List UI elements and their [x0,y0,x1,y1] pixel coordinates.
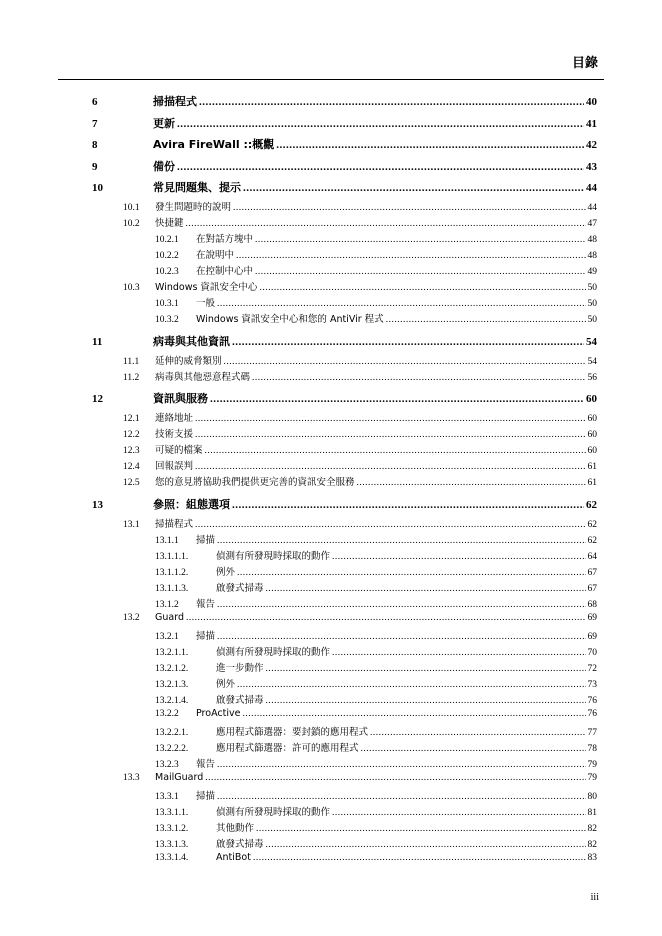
toc-entry-label: 啟發式掃毒 [216,838,264,850]
toc-entry-label: 例外 [216,678,236,690]
toc-entry-number: 9 [92,160,98,173]
toc-entry-number: 12.5 [123,478,140,488]
toc-entry-label: 備份 [153,159,175,173]
toc-entry-label: 快捷鍵 [155,218,184,229]
toc-entry[interactable] [92,136,597,152]
toc-entry-number: 13.3.1.1. [155,807,189,818]
toc-entry-page: 50 [587,299,597,309]
toc-entry-page: 60 [587,430,597,440]
toc-entry-page: 44 [587,203,597,213]
toc-entry-page: 76 [587,708,597,719]
toc-leader-dots [217,792,585,802]
toc-entry-label: 病毒與其他資訊 [153,334,230,348]
toc-entry[interactable] [123,474,597,488]
toc-entry[interactable] [155,708,597,719]
toc-entry-label: 參照：組態選項 [153,497,230,511]
toc-leader-dots [361,744,586,754]
toc-entry[interactable] [155,836,597,850]
toc-entry-page: 48 [587,251,597,261]
toc-entry-page: 41 [586,117,597,130]
toc-entry-number: 10.3.2 [155,315,179,325]
toc-entry-page: 79 [587,772,597,783]
toc-entry-page: 67 [587,567,597,578]
toc-entry[interactable] [92,93,597,109]
toc-entry-label: 連絡地址 [155,413,194,424]
toc-entry-number: 13 [92,498,103,511]
toc-entry[interactable] [123,772,597,783]
toc-entry-page: 56 [587,372,597,383]
toc-entry[interactable] [155,820,597,834]
toc-entry[interactable] [123,516,597,530]
toc-entry[interactable] [155,660,597,674]
toc-entry-label: 啟發式掃毒 [216,694,264,706]
toc-entry-number: 10.2 [123,219,140,229]
toc-entry-label: 掃描程式 [155,518,194,530]
toc-entry[interactable] [123,612,597,623]
toc-entry[interactable] [155,788,597,802]
toc-leader-dots [332,552,585,562]
toc-entry-label: 更新 [153,116,175,130]
toc-entry-page: 60 [586,393,597,405]
toc-leader-dots [186,219,586,229]
toc-entry-label: 可疑的檔案 [155,445,203,456]
toc-entry-number: 13.1.1 [155,535,179,546]
toc-entry-page: 49 [587,267,597,277]
toc-entry-number: 13.3.1.3. [155,839,189,850]
toc-entry-number: 10.2.2 [155,251,179,261]
toc-entry-label: 應用程式篩選器：要封鎖的應用程式 [216,726,369,738]
toc-entry[interactable] [123,279,597,293]
toc-entry-number: 13.1.1.3. [155,583,189,594]
toc-entry-page: 68 [587,599,597,610]
toc-entry-label: MailGuard [155,771,204,783]
toc-leader-dots [243,182,584,194]
toc-entry-page: 43 [586,160,597,173]
toc-entry-label: 進一步動作 [216,662,264,674]
toc-leader-dots [232,336,584,348]
toc-leader-dots [217,536,585,546]
toc-entry-number: 12.4 [123,462,140,472]
toc-entry-number: 11 [92,335,103,348]
toc-entry-number: 13.2.1 [155,631,179,642]
toc-entry-number: 10.1 [123,203,140,213]
toc-entry[interactable] [155,564,597,578]
toc-leader-dots [266,664,586,674]
toc-leader-dots [242,709,585,719]
toc-entry-number: 13.1.2 [155,599,179,610]
toc-leader-dots [232,499,584,511]
toc-entry-number: 10.3.1 [155,299,179,309]
toc-entry-page: 54 [586,335,597,348]
toc-entry-page: 69 [587,631,597,642]
toc-entry-number: 10 [92,182,103,194]
toc-entry[interactable] [123,410,597,424]
toc-entry-label: Windows 資訊安全中心 [155,282,258,293]
toc-entry[interactable] [155,548,597,562]
toc-entry-label: 在說明中 [196,250,235,261]
toc-leader-dots [332,648,585,658]
toc-entry-page: 67 [587,583,597,594]
toc-entry-page: 61 [587,478,597,488]
toc-leader-dots [177,118,584,130]
toc-entry-label: 其他動作 [216,822,255,834]
toc-entry[interactable] [123,442,597,456]
toc-leader-dots [186,613,586,623]
toc-entry-number: 13.1 [123,519,140,530]
footer-page-number: iii [590,892,599,903]
toc-entry-label: 技術支援 [155,429,194,440]
toc-entry-label: 回報誤判 [155,461,194,472]
toc-entry[interactable] [92,179,597,195]
toc-entry-page: 83 [587,852,597,863]
toc-leader-dots [237,680,585,690]
toc-entry-label: 偵測有所發現時採取的動作 [216,806,331,818]
toc-entry[interactable] [155,580,597,594]
toc-entry-number: 7 [92,117,98,130]
toc-entry-page: 77 [587,727,597,738]
toc-entry-number: 12 [92,393,103,405]
toc-entry-page: 60 [587,446,597,456]
toc-entry[interactable] [155,852,597,863]
toc-entry-page: 82 [587,839,597,850]
toc-entry[interactable] [155,692,597,706]
toc-leader-dots [217,632,585,642]
toc-entry-number: 13.3.1 [155,791,179,802]
toc-entry-number: 12.2 [123,430,140,440]
toc-entry-number: 13.3.1.4. [155,852,189,863]
toc-leader-dots [266,840,586,850]
toc-entry-number: 10.2.3 [155,267,179,277]
toc-entry-label: 報告 [196,758,216,770]
toc-entry-page: 50 [587,315,597,325]
toc-entry-number: 6 [92,96,98,108]
toc-entry-label: 常見問題集、提示 [153,181,241,194]
toc-entry-label: 一般 [196,298,216,309]
toc-entry-page: 81 [587,807,597,818]
toc-leader-dots [233,203,585,213]
toc-entry-page: 72 [587,663,597,674]
toc-entry-number: 13.2.2 [155,708,179,719]
toc-entry[interactable] [92,390,597,406]
toc-leader-dots [370,728,585,738]
toc-leader-dots [255,267,585,277]
toc-entry-page: 42 [586,139,597,151]
toc-entry-number: 11.1 [123,356,140,367]
header-rule [58,79,604,80]
toc-leader-dots [217,299,585,309]
toc-entry[interactable] [92,333,597,349]
toc-entry-label: 偵測有所發現時採取的動作 [216,550,331,562]
toc-entry-label: 延伸的威脅類別 [155,355,222,367]
toc-entry-page: 48 [587,235,597,245]
toc-entry-label: 您的意見將協助我們提供更完善的資訊安全服務 [155,477,355,488]
toc-entry-page: 73 [587,679,597,690]
toc-entry-number: 13.2 [123,612,140,623]
toc-entry-number: 13.2.2.2. [155,743,189,754]
toc-entry-number: 11.2 [123,372,140,383]
toc-entry-label: 在對話方塊中 [196,234,254,245]
toc-leader-dots [177,161,584,173]
toc-entry-page: 76 [587,695,597,706]
toc-entry-page: 62 [587,519,597,530]
toc-leader-dots [266,584,586,594]
toc-entry-page: 47 [587,219,597,229]
toc-entry[interactable] [155,247,597,261]
toc-entry[interactable] [92,496,597,512]
toc-entry[interactable] [155,676,597,690]
toc-entry-label: AntiBot [216,851,251,863]
toc-leader-dots [266,696,586,706]
toc-entry[interactable] [92,115,597,131]
toc-entry[interactable] [155,263,597,277]
toc-entry[interactable] [123,458,597,472]
toc-entry-page: 62 [587,535,597,546]
toc-entry-page: 44 [586,182,597,194]
toc-leader-dots [276,139,584,151]
toc-entry-page: 60 [587,414,597,424]
toc-entry[interactable] [155,295,597,309]
toc-leader-dots [217,760,585,770]
toc-leader-dots [217,600,585,610]
toc-entry-label: Windows 資訊安全中心和您的 AntiVir 程式 [196,314,384,325]
toc-entry-label: 偵測有所發現時採取的動作 [216,646,331,658]
toc-entry[interactable] [123,215,597,229]
toc-entry-page: 64 [587,551,597,562]
toc-leader-dots [253,853,586,863]
toc-entry-label: 啟發式掃毒 [216,582,264,594]
toc-entry[interactable] [155,740,597,754]
toc-leader-dots [205,773,585,783]
toc-entry[interactable] [155,644,597,658]
toc-entry-label: 例外 [216,566,236,578]
toc-entry-page: 78 [587,743,597,754]
header-title: 目錄 [571,56,598,71]
toc-leader-dots [386,315,586,325]
toc-leader-dots [205,446,586,456]
toc-entry-page: 62 [586,498,597,511]
toc-entry-page: 50 [587,283,597,293]
toc-leader-dots [357,478,586,488]
toc-entry[interactable] [155,756,597,770]
toc-entry[interactable] [123,369,597,383]
toc-leader-dots [252,373,585,383]
toc-entry-label: 掃描 [196,534,216,546]
toc-entry-number: 13.2.1.4. [155,695,189,706]
toc-entry-page: 54 [587,356,597,367]
toc-entry-label: 應用程式篩選器：許可的應用程式 [216,742,359,754]
toc-entry-label: 資訊與服務 [153,392,208,405]
toc-entry-number: 13.2.2.1. [155,727,189,738]
toc-entry-page: 79 [587,759,597,770]
toc-entry[interactable] [155,311,597,325]
toc-entry-page: 61 [587,462,597,472]
toc-entry-page: 80 [587,791,597,802]
toc-leader-dots [236,251,585,261]
toc-entry-label: 掃描程式 [153,95,197,108]
toc-entry-number: 13.1.1.1. [155,551,189,562]
toc-entry[interactable] [155,628,597,642]
toc-entry-number: 13.2.1.2. [155,663,189,674]
toc-entry-label: ProActive [196,707,241,719]
toc-leader-dots [332,808,585,818]
toc-entry[interactable] [155,231,597,245]
toc-leader-dots [256,824,585,834]
toc-entry[interactable] [155,596,597,610]
toc-entry-number: 12.1 [123,414,140,424]
toc-leader-dots [255,235,585,245]
toc-entry[interactable] [123,353,597,367]
toc-entry-number: 13.2.1.1. [155,647,189,658]
toc-entry-label: 病毒與其他惡意程式碼 [155,371,251,383]
toc-entry-number: 8 [92,139,98,151]
toc-entry-label: 發生問題時的說明 [155,202,232,213]
toc-entry-number: 13.2.1.3. [155,679,189,690]
toc-entry-label: 報告 [196,598,216,610]
toc-entry-number: 13.2.3 [155,759,179,770]
toc-entry-page: 69 [587,612,597,623]
toc-leader-dots [195,414,585,424]
toc-entry[interactable] [123,426,597,440]
toc-entry-label: Avira FireWall ::概觀 [153,138,275,151]
toc-leader-dots [224,357,586,367]
toc-entry[interactable] [123,199,597,213]
toc-entry-number: 12.3 [123,446,140,456]
toc-leader-dots [259,283,585,293]
toc-entry-number: 10.2.1 [155,235,179,245]
toc-leader-dots [237,568,585,578]
toc-entry[interactable] [155,532,597,546]
toc-entry-number: 13.3.1.2. [155,823,189,834]
toc-entry-page: 70 [587,647,597,658]
toc-entry-label: 掃描 [196,630,216,642]
toc-entry-page: 40 [586,96,597,108]
toc-leader-dots [210,393,584,405]
toc-entry-number: 10.3 [123,283,140,293]
toc-leader-dots [195,520,585,530]
toc-entry-label: Guard [155,611,184,623]
toc-entry-number: 13.1.1.2. [155,567,189,578]
toc-entry[interactable] [155,804,597,818]
toc-leader-dots [199,96,584,108]
toc-entry[interactable] [155,724,597,738]
toc-entry-page: 82 [587,823,597,834]
toc-entry[interactable] [92,158,597,174]
toc-entry-number: 13.3 [123,772,140,783]
toc-entry-label: 在控制中心中 [196,266,254,277]
toc-leader-dots [195,430,585,440]
toc-entry-label: 掃描 [196,790,216,802]
toc-leader-dots [195,462,585,472]
